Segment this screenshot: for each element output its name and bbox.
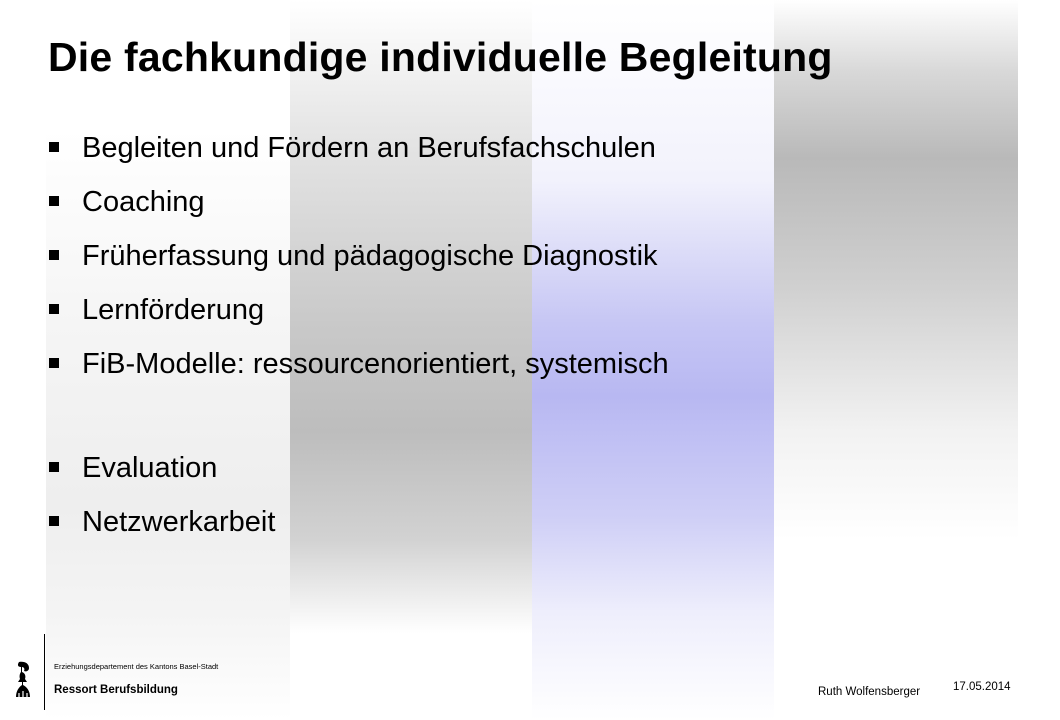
bullet-item: [48, 238, 669, 292]
slide-title: Die fachkundige individuelle Begleitung: [48, 34, 833, 80]
bullet-text: Netzwerkarbeit: [82, 506, 276, 538]
author-name: Ruth Wolfensberger: [818, 686, 921, 698]
square-bullet-icon: [49, 358, 59, 368]
slide-date: 17.05.2014: [953, 681, 1011, 693]
square-bullet-icon: [49, 196, 59, 206]
bullet-text: Evaluation: [82, 452, 218, 484]
square-bullet-icon: [49, 516, 59, 526]
square-bullet-icon: [49, 304, 59, 314]
department-name: Erziehungsdepartement des Kantons Basel-Stadt: [54, 662, 219, 671]
division-name: Ressort Berufsbildung: [54, 684, 178, 696]
square-bullet-icon: [49, 142, 59, 152]
square-bullet-icon: [49, 250, 59, 260]
bullet-item: [48, 184, 669, 238]
square-bullet-icon: [49, 462, 59, 472]
bullet-item: [48, 346, 669, 400]
bullet-list: [48, 130, 669, 558]
bullet-text: FiB-Modelle: ressourcenorientiert, systemisch: [82, 348, 669, 380]
bullet-text: Coaching: [82, 186, 205, 218]
bullet-item: [48, 450, 669, 504]
bullet-text: Früherfassung und pädagogische Diagnostik: [82, 240, 658, 272]
bullet-text: Lernförderung: [82, 294, 265, 326]
bullet-text: Begleiten und Fördern an Berufsfachschulen: [82, 132, 656, 164]
bullet-item: [48, 130, 669, 184]
background-band: [774, 0, 1018, 720]
footer-divider: [44, 634, 45, 710]
basel-staff-icon: [12, 660, 34, 700]
bullet-item: [48, 292, 669, 346]
bullet-item: [48, 504, 669, 558]
